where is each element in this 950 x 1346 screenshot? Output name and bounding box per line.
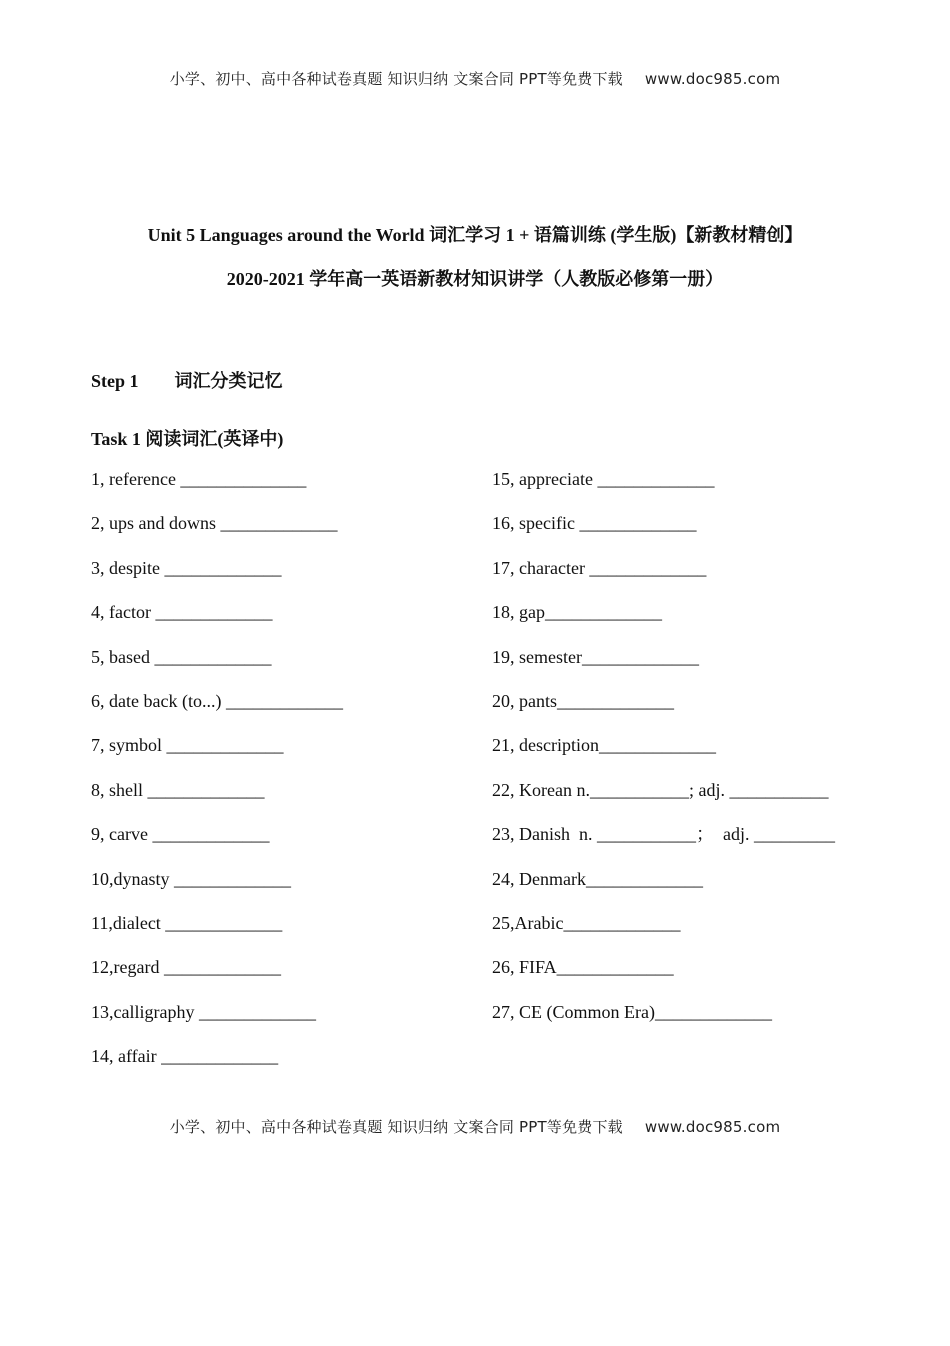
vocab-item: 4, factor _____________ <box>91 602 273 623</box>
vocab-item: 22, Korean n.___________; adj. ___________ <box>492 779 829 800</box>
vocab-item: 23, Danish n. ___________； adj. _________ <box>492 824 835 845</box>
vocab-item: 6, date back (to...) _____________ <box>91 690 343 711</box>
vocab-item: 18, gap_____________ <box>492 602 662 623</box>
vocab-item: 24, Denmark_____________ <box>492 868 703 889</box>
header-text: 小学、初中、高中各种试卷真题 知识归纳 文案合同 PPT等免费下载 <box>169 70 623 88</box>
vocab-item: 5, based _____________ <box>91 646 272 667</box>
footer-text: 小学、初中、高中各种试卷真题 知识归纳 文案合同 PPT等免费下载 <box>169 1118 623 1136</box>
vocab-item: 26, FIFA_____________ <box>492 957 674 978</box>
vocab-item: 11,dialect _____________ <box>91 912 283 933</box>
document-title-line-2: 2020-2021 学年高一英语新教材知识讲学（人教版必修第一册） <box>226 269 724 289</box>
step-label: Step 1 <box>91 371 139 391</box>
vocab-item: 14, affair _____________ <box>91 1046 279 1067</box>
page-header <box>0 68 950 89</box>
vocab-item: 9, carve _____________ <box>91 824 270 845</box>
step-title: 词汇分类记忆 <box>174 371 283 391</box>
vocab-item: 19, semester_____________ <box>492 646 699 667</box>
document-title-line-1: Unit 5 Languages around the World 词汇学习 1 + 语篇训练 (学生版)【新教材精创】 <box>147 225 803 245</box>
vocab-item: 3, despite _____________ <box>91 557 282 578</box>
vocab-item: 10,dynasty _____________ <box>91 868 291 889</box>
vocab-item: 7, symbol _____________ <box>91 735 284 756</box>
footer-url[interactable]: www.doc985.com <box>644 1118 781 1136</box>
header-url[interactable]: www.doc985.com <box>644 70 781 88</box>
vocab-item: 8, shell _____________ <box>91 779 265 800</box>
vocab-item: 13,calligraphy _____________ <box>91 1001 316 1022</box>
step-heading <box>91 367 283 393</box>
page-footer <box>0 1116 950 1137</box>
vocab-item: 12,regard _____________ <box>91 957 281 978</box>
vocab-item: 17, character _____________ <box>492 557 707 578</box>
vocab-item: 21, description_____________ <box>492 735 716 756</box>
task-heading: Task 1 阅读词汇(英译中) <box>91 429 284 449</box>
vocab-list-right <box>492 466 835 1043</box>
vocab-item: 15, appreciate _____________ <box>492 469 715 489</box>
vocab-item: 27, CE (Common Era)_____________ <box>492 1001 772 1022</box>
vocab-item: 25,Arabic_____________ <box>492 912 681 933</box>
vocab-item: 2, ups and downs _____________ <box>91 513 338 534</box>
vocab-item: 20, pants_____________ <box>492 690 674 711</box>
vocab-list-left <box>91 466 343 1087</box>
vocab-item: 16, specific _____________ <box>492 513 697 534</box>
vocab-item: 1, reference ______________ <box>91 469 307 489</box>
